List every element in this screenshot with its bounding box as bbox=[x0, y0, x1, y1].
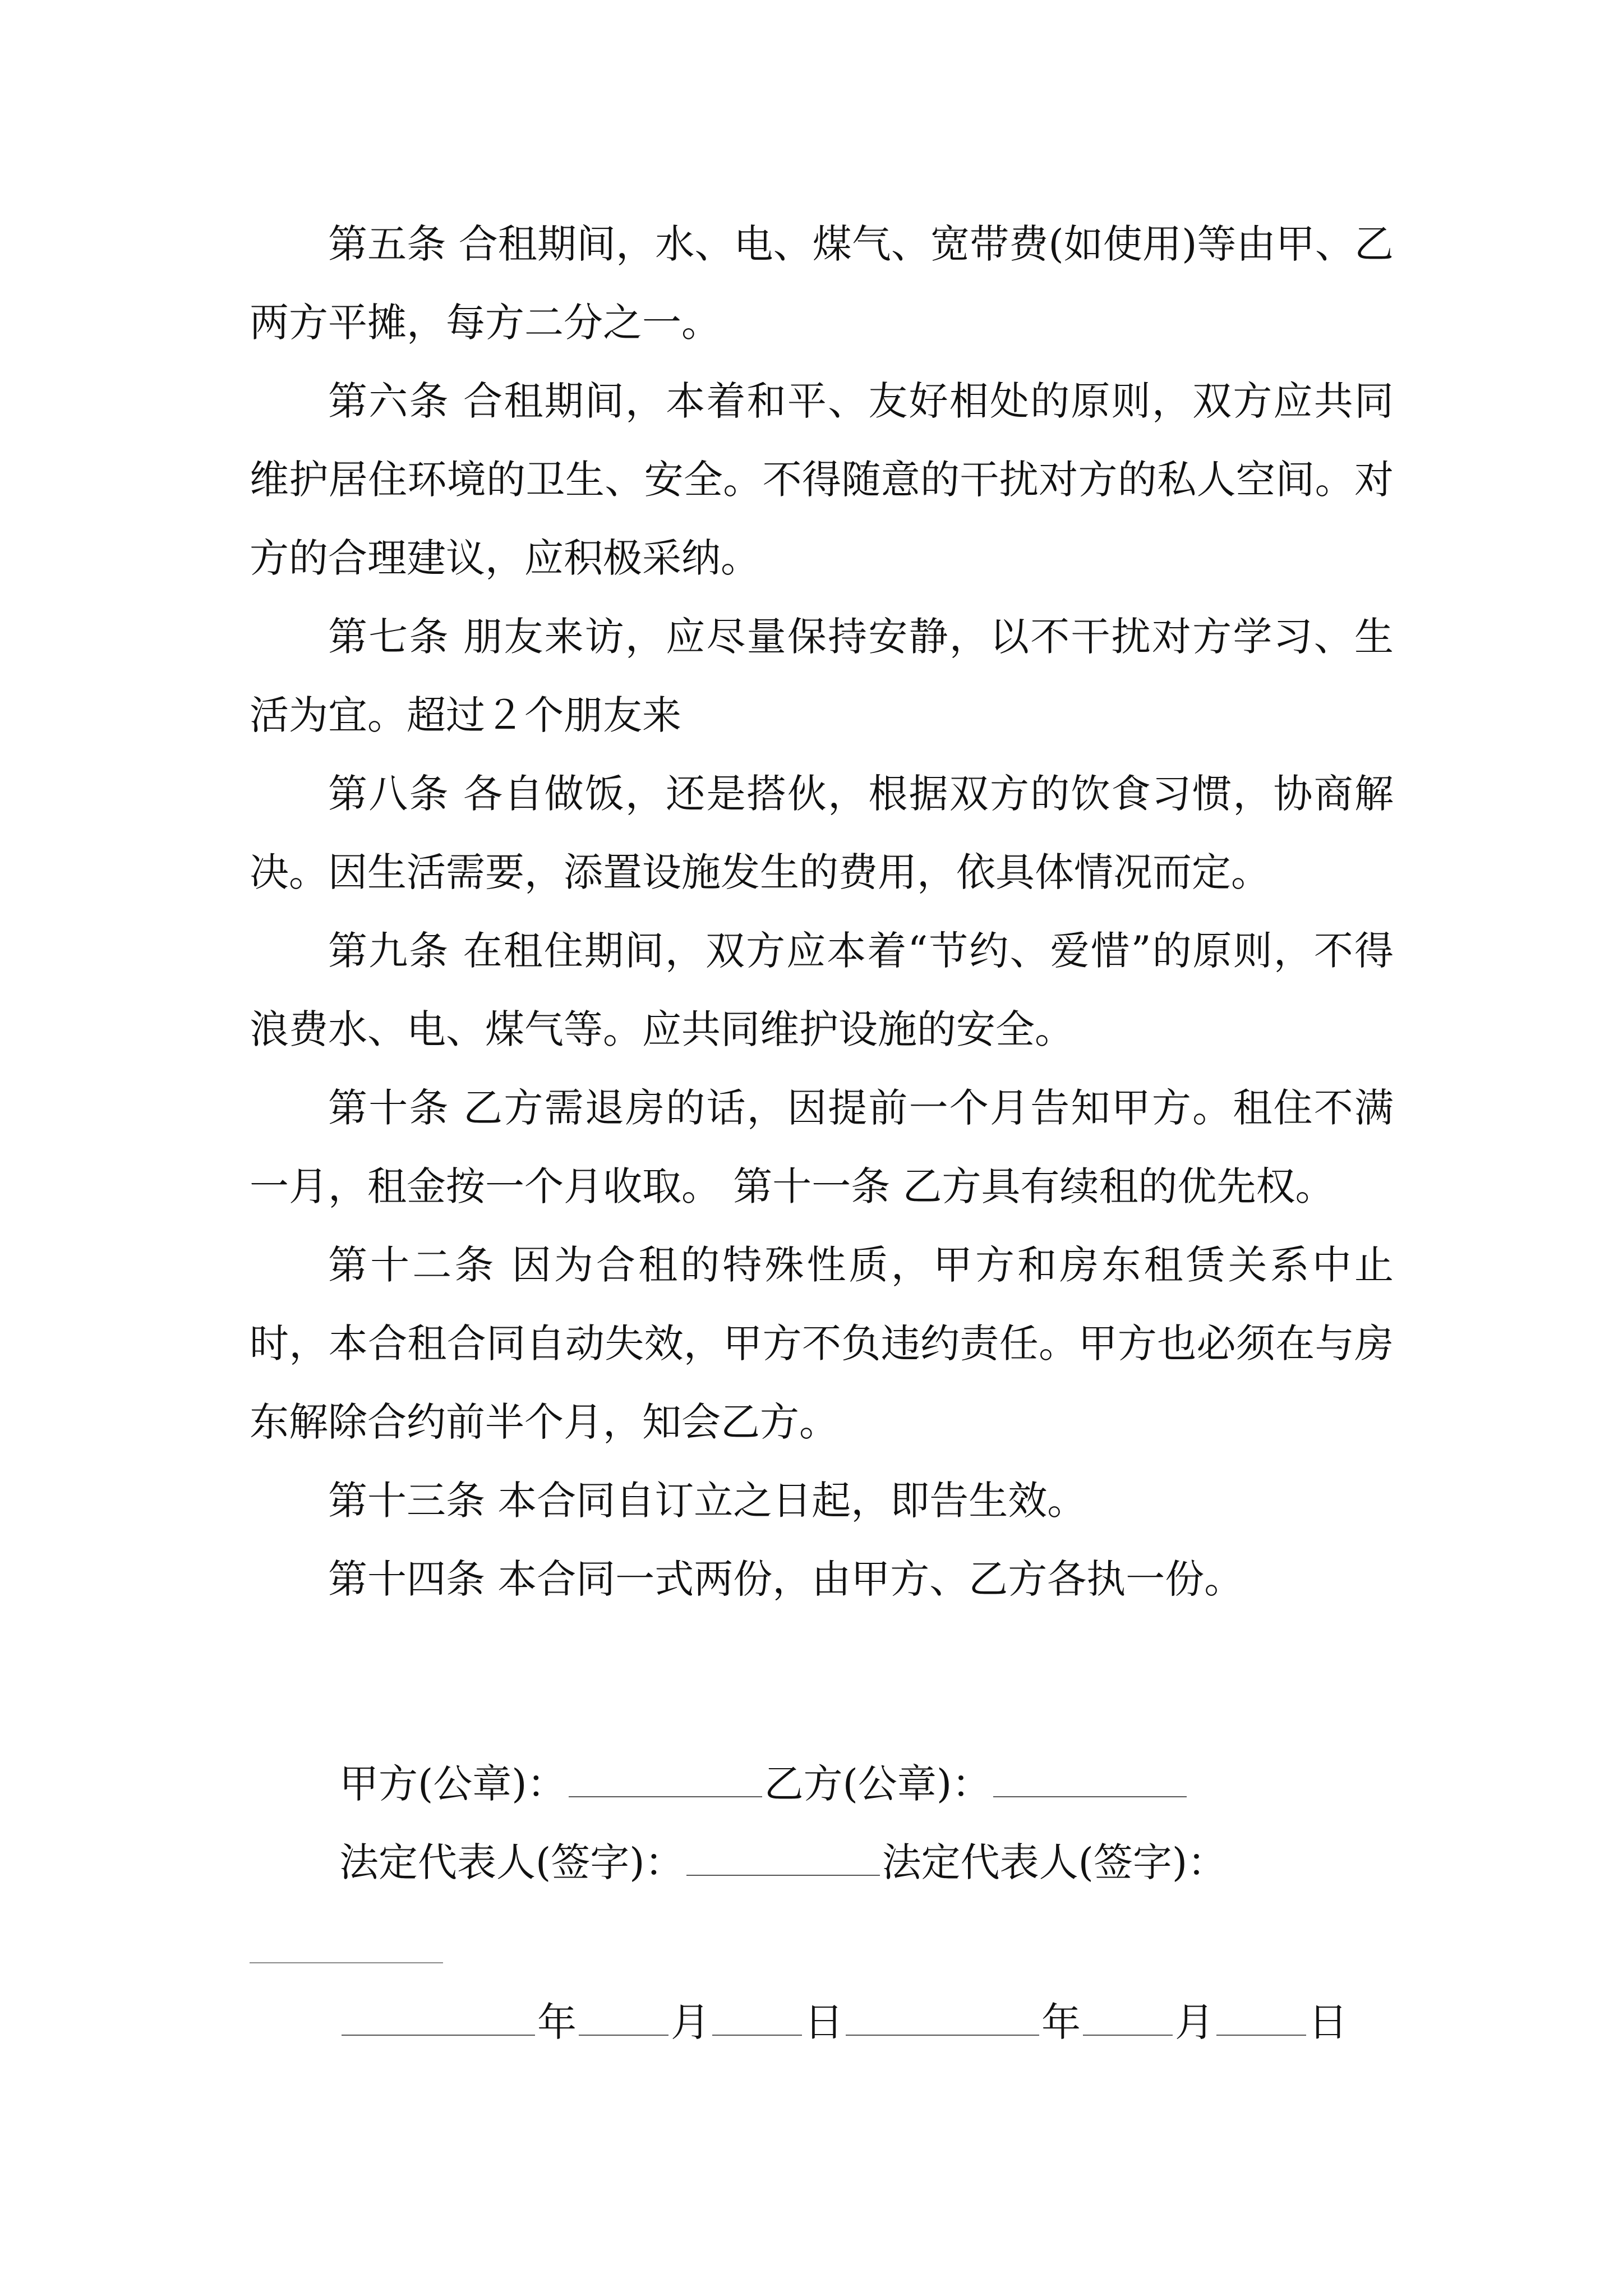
clause-9: 第九条 在租住期间，双方应本着“节约、爱惜”的原则，不得浪费水、电、煤气等。应共同维护设施的安全。 bbox=[250, 928, 1394, 1052]
date-line bbox=[339, 1983, 1348, 2062]
date-a-day-label: 日 bbox=[804, 1999, 843, 2045]
party-b-seal-label: 乙方(公章)： bbox=[764, 1761, 992, 1807]
clause-7: 第七条 朋友来访，应尽量保持安静，以不干扰对方学习、生活为宜。超过２个朋友来 bbox=[250, 614, 1394, 738]
party-a-seal-blank bbox=[569, 1757, 762, 1797]
clause-13: 第十三条 本合同自订立之日起，即告生效。 bbox=[328, 1478, 1087, 1524]
date-a-month-label: 月 bbox=[671, 1999, 710, 2045]
rep-b-blank bbox=[250, 1962, 443, 1963]
clause-14: 第十四条 本合同一式两份，由甲方、乙方各执一份。 bbox=[328, 1556, 1244, 1602]
date-b-day-label: 日 bbox=[1308, 1999, 1348, 2045]
clause-10-11: 第十条 乙方需退房的话，因提前一个月告知甲方。租住不满一月，租金按一个月收取。 第十一条 乙方具有续租的优先权。 bbox=[250, 1085, 1394, 1209]
clause-12: 第十二条 因为合租的特殊性质，甲方和房东租赁关系中止时，本合租合同自动失效，甲方不负违约责任。甲方也必须在与房东解除合约前半个月，知会乙方。 bbox=[250, 1242, 1394, 1445]
rep-b-label: 法定代表人(签字)： bbox=[882, 1839, 1227, 1885]
date-a-year-label: 年 bbox=[537, 1999, 577, 2045]
date-b-day-blank bbox=[1216, 1995, 1306, 2036]
rep-a-label: 法定代表人(签字)： bbox=[339, 1839, 684, 1885]
seal-line bbox=[339, 1745, 1189, 1823]
date-a-day-blank bbox=[712, 1995, 802, 2036]
clause-6: 第六条 合租期间，本着和平、友好相处的原则，双方应共同维护居住环境的卫生、安全。不得随意的干扰对方的私人空间。对方的合理建议，应积极采纳。 bbox=[250, 378, 1394, 581]
contract-body bbox=[250, 205, 1394, 1618]
date-b-year-label: 年 bbox=[1041, 1999, 1081, 2045]
date-a-month-blank bbox=[579, 1995, 668, 2036]
date-b-month-blank bbox=[1083, 1995, 1173, 2036]
clause-5: 第五条 合租期间，水、电、煤气、宽带费(如使用)等由甲、乙两方平摊，每方二分之一。 bbox=[250, 221, 1394, 346]
date-a-year-blank bbox=[342, 1995, 535, 2036]
party-a-seal-label: 甲方(公章)： bbox=[339, 1761, 566, 1807]
date-b-year-blank bbox=[846, 1995, 1039, 2036]
party-b-seal-blank bbox=[993, 1757, 1187, 1797]
clause-8: 第八条 各自做饭，还是搭伙，根据双方的饮食习惯，协商解决。因生活需要，添置设施发生的费用，依具体情况而定。 bbox=[250, 771, 1394, 895]
representative-line bbox=[339, 1823, 1227, 1902]
date-b-month-label: 月 bbox=[1175, 1999, 1214, 2045]
rep-a-blank bbox=[686, 1835, 880, 1876]
